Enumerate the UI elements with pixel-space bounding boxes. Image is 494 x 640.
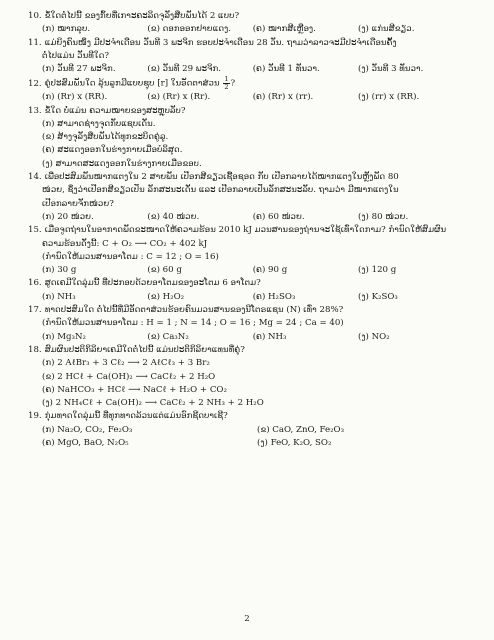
option-c[interactable]: (ຄ) ວັນທີ 1 ທັນວາ.: [252, 64, 320, 75]
given-values-note: (ກຳນົດໃຫ້ມວນສານອາໂຕມ : C = 12 ; O = 16): [42, 251, 219, 262]
option-a[interactable]: (ກ) 20 ໜ່ວຍ.: [42, 211, 94, 222]
question-text: ສູດເຄມີໃດລຸ່ມນີ້ ທີ່ປະກອບດ້ວຍອາໂຕມຂອງອະໂຕມ 6 ອາໂຕມ?: [44, 278, 261, 289]
question-text: ຂໍ້ໃດຕໍ່ໄປນີ້ ຂອງກົ້ຍທີ່ເກາະຄະລິດຈຸລັງສືບພັນໄດ້ 2 ແບບ?: [44, 11, 240, 21]
question-number: 14.: [28, 172, 42, 183]
question-number: 12.: [28, 78, 42, 89]
option-c[interactable]: (ຄ) H₂SO₃: [252, 291, 296, 302]
option-b[interactable]: (ຂ) H₂O₂: [147, 291, 185, 302]
answer-options: [28, 63, 472, 76]
question-16: [28, 277, 472, 304]
question-19: [28, 410, 472, 450]
option-c[interactable]: (ຄ) (Rr) x (rr).: [252, 92, 314, 103]
option-c[interactable]: (ຄ) ສະແດງອອກໃນຮ່າງກາຍເມື່ອບໍລິສຸດ.: [42, 145, 183, 156]
fraction-denominator: 2: [224, 82, 229, 91]
option-b[interactable]: (ຂ) 2 HCℓ + Ca(OH)₂ ⟶ CaCℓ₂ + 2 H₂O: [42, 371, 216, 382]
option-c[interactable]: (ຄ) NaHCO₃ + HCℓ ⟶ NaCℓ + H₂O + CO₂: [42, 384, 227, 395]
option-d[interactable]: (ງ) ວັນທີ 3 ທັນວາ.: [358, 64, 424, 75]
question-number: 16.: [28, 278, 42, 289]
answer-options: [28, 264, 472, 277]
question-text: ຄູ່ປະສົມພັນໃດ ລຸ້ນລູກມີແບບຊຸບ [r] ໃນອັດຕາສ່ວນ: [44, 78, 220, 89]
question-text: ຂໍ້ໃດ ບໍ່ແມ່ນ ຄວາມໝາຍຂອງສະຫຼຸບລັບ?: [44, 105, 186, 116]
option-a[interactable]: (ກ) Mg₃N₂: [42, 331, 86, 342]
option-a[interactable]: (ກ) (Rr) x (RR).: [42, 92, 108, 103]
option-a[interactable]: (ກ) ໝາກລຸບ.: [42, 24, 91, 35]
question-text: ເພື່ອປະສົມພັນໝາກແຕງໃນ 2 ສາຍພັນ ເປືອກສີຂຽວເຊື້ອຊອດ ກັບ ເປືອກລາຍໄດ້ໝາກແຕງໃນຫຼັງພັດ 80: [44, 172, 399, 183]
answer-options: [28, 118, 472, 171]
option-d[interactable]: (ງ) ສາມາດສະແດງອອກໃນຮ່າງກາຍເມື່ອຂອບ.: [42, 158, 202, 169]
question-text-end: ?: [230, 78, 236, 89]
question-number: 10.: [28, 11, 42, 21]
option-c[interactable]: (ຄ) 60 ໜ່ວຍ.: [252, 211, 305, 222]
answer-options: [28, 291, 472, 304]
option-d[interactable]: (ງ) 120 g: [358, 265, 397, 276]
question-14: [28, 171, 472, 224]
option-b[interactable]: (ຂ) 60 g: [147, 265, 182, 276]
question-text: ແມ່ຍິງຄົນໜຶ່ງ ມີປະຈຳເດືອນ ວັນທີ 3 ພະຈິກ ຮອບປະຈຳເດືອນ 28 ວັນ. ຖາມວ່າລາວຈະມີປະຈຳເດືອນຄັ້ງ: [44, 37, 397, 48]
fraction-numerator: 1: [224, 76, 229, 84]
option-a[interactable]: (ກ) 2 AℓBr₃ + 3 Cℓ₂ ⟶ 2 AℓCℓ₃ + 3 Br₂: [42, 358, 210, 369]
question-18: [28, 344, 472, 410]
question-number: 15.: [28, 225, 42, 236]
page-number: 2: [244, 613, 250, 624]
question-text: ເມື່ອຈູດຖ່ານໃນອາກາດພັດຂະໜາດໃຫ້ຄວາມຮ້ອນ 2010 kJ ມວນສານຂອງຖ່ານຈະໃຊ້ເທົ່າໃດກາມ? ກຳນົດໃຫ້ສົມຜົນ: [44, 225, 447, 236]
option-b[interactable]: (ຂ) 40 ໜ່ວຍ.: [147, 211, 200, 222]
question-text: ທາດປະສົມໃດ ຕໍ່ໄປນີ້ທີ່ມີອັດຕາສ່ວນຮ້ອຍຄົນມວນສານຂອງນີໂຕຣແຊນ (N) ເທົ່າ 28%?: [44, 305, 344, 316]
answer-options: [28, 211, 472, 224]
question-text-continued: ໜ່ວຍ, ຊຶ່ງວ່າເປືອກສີຂຽວເປັນ ລັກສະນະເດັ່ນ ແລະ ເປືອກລາຍເປັນລັກສະນະລັບ. ຖາມວ່າ ມີໝາກແຕງໃນ: [42, 185, 399, 196]
option-b[interactable]: (ຂ) Ca₃N₂: [147, 331, 189, 342]
option-d[interactable]: (ງ) ແກ່ນສີຂຽວ.: [358, 24, 415, 35]
question-text-continued: ຄວາມຮ້ອນດັ່ງນີ້: C + O₂ ⟶ CO₂ + 402 kJ: [42, 238, 208, 249]
option-c[interactable]: (ຄ) ໝາກສີເຫຼືອງ.: [252, 24, 316, 35]
option-b[interactable]: (ຂ) ວັນທີ 29 ພະຈິກ.: [147, 64, 222, 75]
option-a[interactable]: (ກ) ສາມາດຊ່າງຈຸດກັບແຊບເດັ່ນ.: [42, 118, 156, 129]
option-b[interactable]: (ຂ) (Rr) x (Rr).: [147, 92, 211, 103]
option-b[interactable]: (ຂ) CaO, ZnO, Fe₂O₃: [257, 424, 345, 435]
question-15: [28, 224, 472, 277]
option-b[interactable]: (ຂ) ດອກອອກຢາຍແດງ.: [147, 24, 231, 35]
option-d[interactable]: (ງ) NO₂: [358, 331, 390, 342]
question-text-continued-2: ເປືອກລາຍຈັກໜ່ວຍ?: [42, 198, 114, 209]
option-b[interactable]: (ຂ) ສ້າງຈຸລັງສືບພັນໄດ້ທຸກຂະບິດຄູ່ລູ.: [42, 132, 169, 143]
question-11: [28, 37, 472, 77]
question-13: [28, 105, 472, 171]
option-d[interactable]: (ງ) FeO, K₂O, SO₂: [257, 438, 332, 448]
question-10: [28, 10, 472, 37]
question-number: 13.: [28, 105, 42, 116]
option-a[interactable]: (ກ) Na₂O, CO₂, Fe₂O₃: [42, 424, 133, 435]
option-d[interactable]: (ງ) K₂SO₃: [358, 291, 398, 302]
answer-options: [28, 23, 472, 36]
option-c[interactable]: (ຄ) MgO, BaO, N₂O₅: [42, 438, 129, 448]
question-12: [28, 76, 472, 104]
answer-options: [28, 424, 472, 451]
fraction: [223, 76, 229, 90]
question-number: 17.: [28, 305, 42, 316]
question-text: ສົມຜົນປະຕິກິລິຍາເຄມີໃດຕໍ່ໄປນີ້ ແມ່ນປະຕິກິລິຍາແທນທີ່ຄູ່?: [44, 344, 245, 355]
option-a[interactable]: (ກ) ວັນທີ 27 ພະຈິກ.: [42, 64, 116, 75]
answer-options: [28, 357, 472, 410]
option-d[interactable]: (ງ) 2 NH₄Cℓ + Ca(OH)₂ ⟶ CaCℓ₂ + 2 NH₃ + 2 H₂O: [42, 398, 264, 409]
option-d[interactable]: (ງ) 80 ໜ່ວຍ.: [358, 211, 409, 222]
option-a[interactable]: (ກ) 30 g: [42, 265, 77, 276]
option-d[interactable]: (ງ) (rr) x (RR).: [358, 92, 420, 103]
option-c[interactable]: (ຄ) 90 g: [252, 265, 288, 276]
question-number: 18.: [28, 344, 42, 355]
question-text-continued: ຕໍ່ໄປແມ່ນ ວັນທີໃດ?: [42, 50, 109, 61]
question-text: ກຸ່ມທາດໃດລຸ່ມນີ້ ທີ່ທຸກທາດລ້ວນແຕ່ແມ່ນອົກຊີດບາເຊີ?: [44, 411, 228, 422]
option-a[interactable]: (ກ) NH₃: [42, 291, 76, 302]
answer-options: [28, 331, 472, 344]
question-number: 11.: [28, 37, 42, 48]
question-17: [28, 304, 472, 344]
answer-options: [28, 91, 472, 104]
question-number: 19.: [28, 411, 42, 422]
given-values-note: (ກຳນົດໃຫ້ມວນສານອາໂຕມ : H = 1 ; N = 14 ; O = 16 ; Mg = 24 ; Ca = 40): [42, 318, 344, 329]
option-c[interactable]: (ຄ) NH₃: [252, 331, 287, 342]
